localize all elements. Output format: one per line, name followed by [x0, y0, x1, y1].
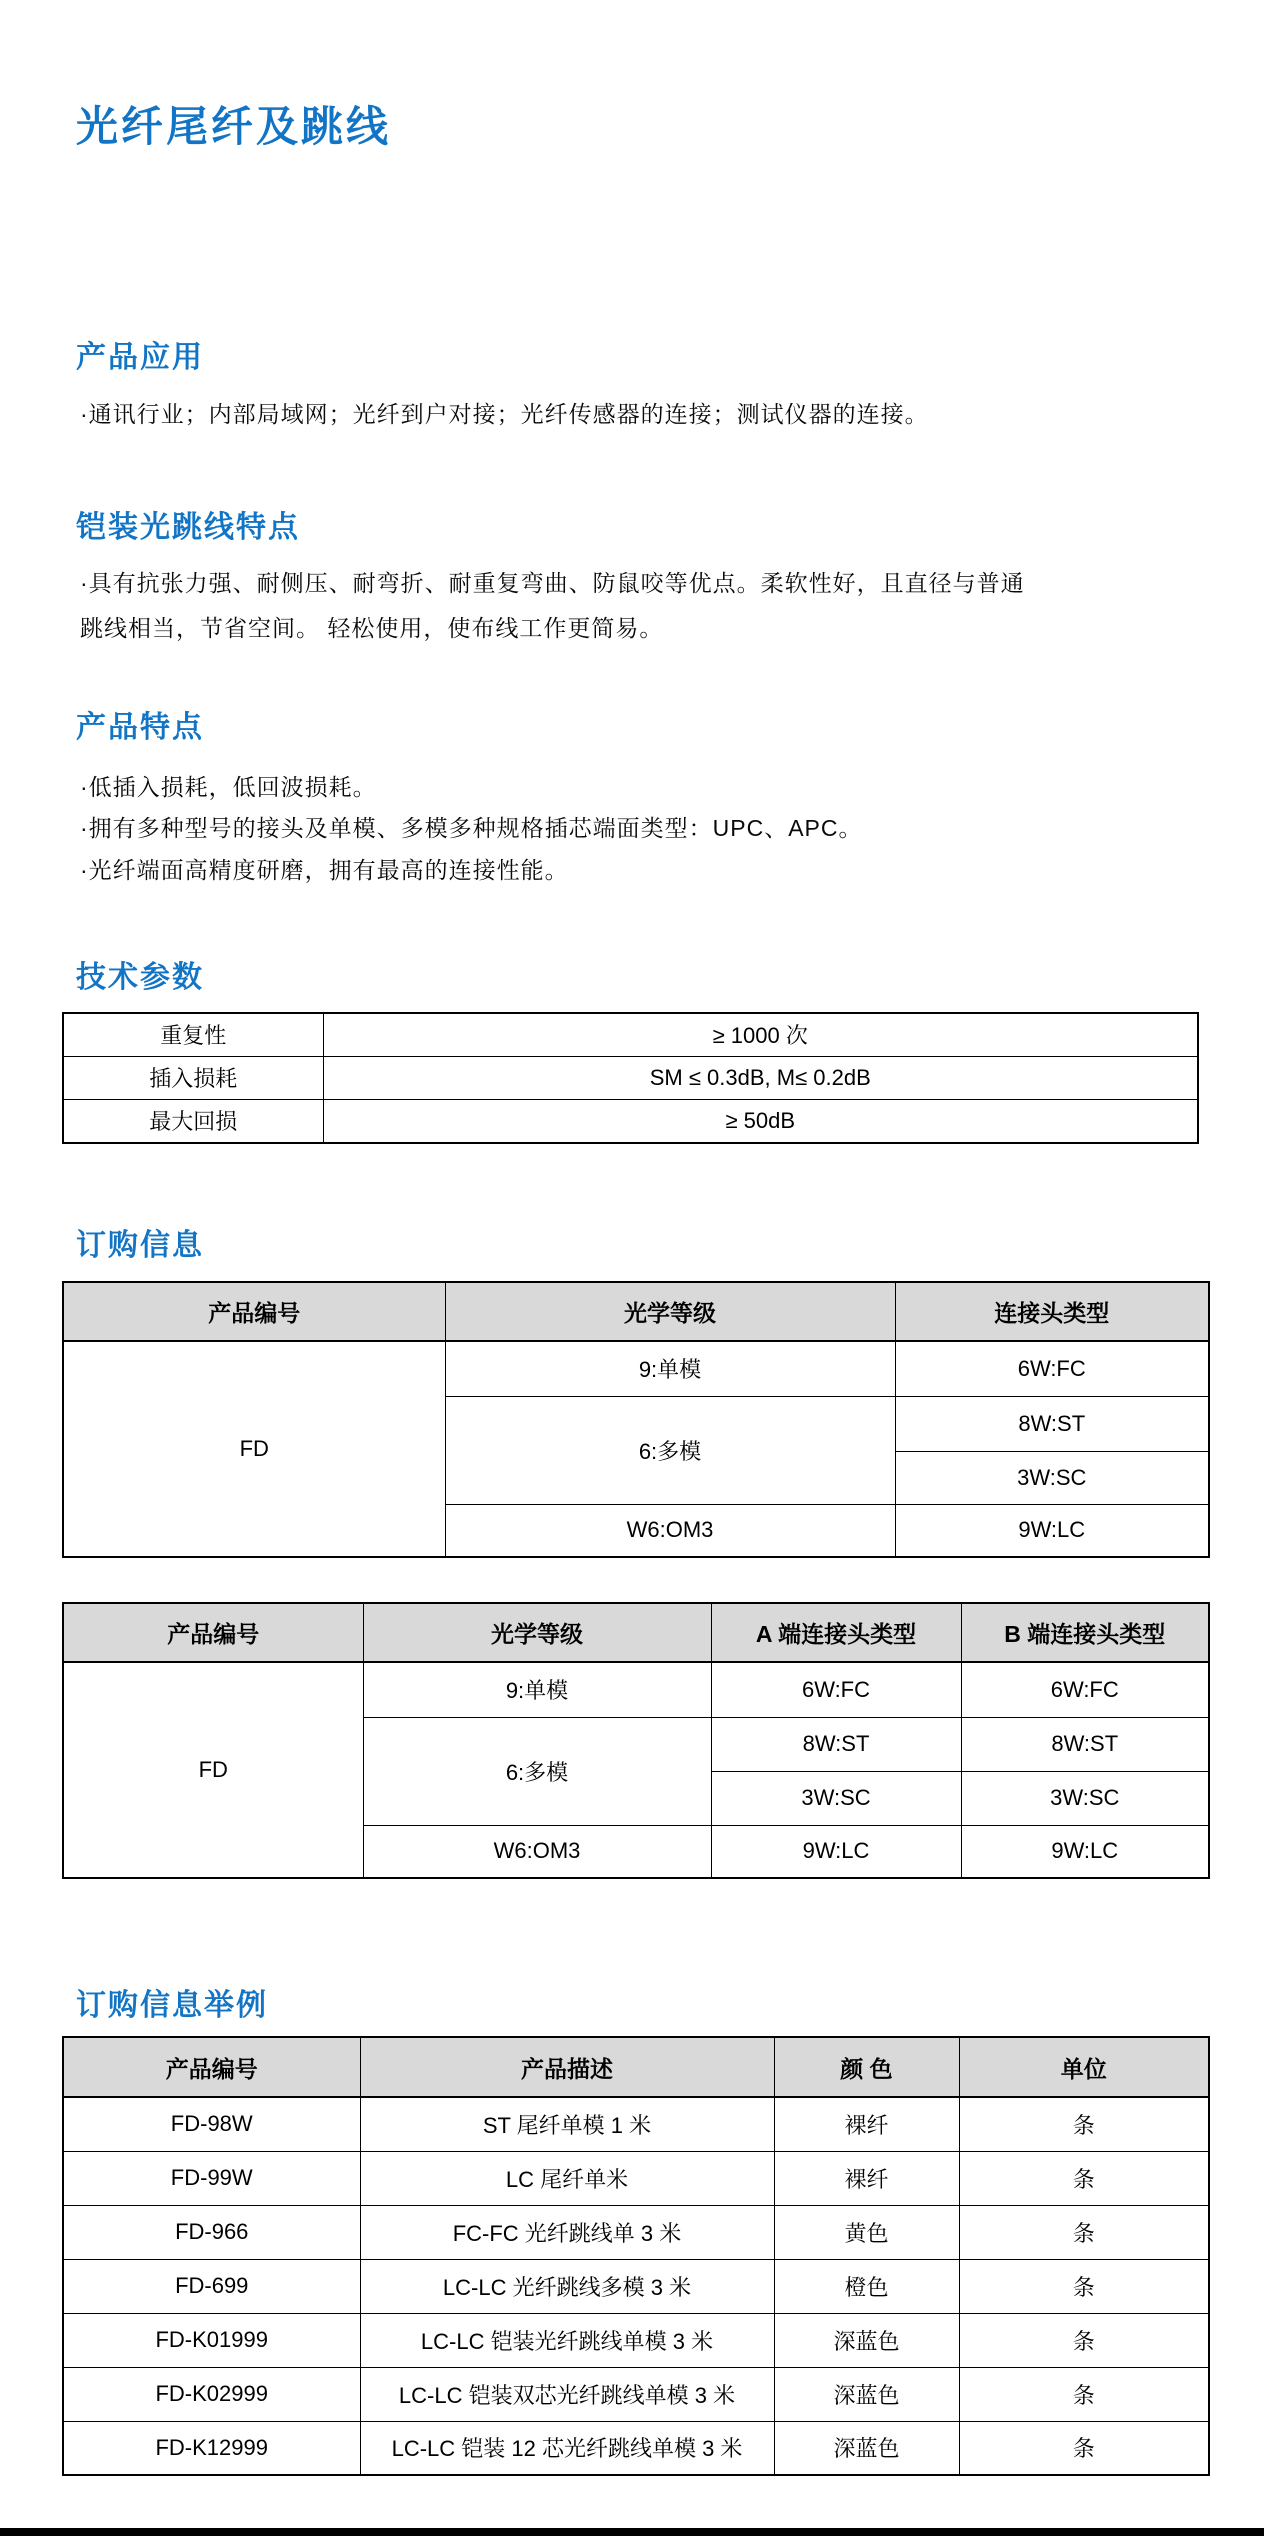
product-code-cell: FD-K12999 [63, 2421, 360, 2475]
product-description-cell: LC-LC 光纤跳线多模 3 米 [360, 2259, 774, 2313]
color-cell: 裸纤 [774, 2151, 959, 2205]
unit-cell: 条 [959, 2151, 1209, 2205]
table-row [63, 2367, 1209, 2421]
section-heading-armored-features: 铠装光跳线特点 [76, 511, 300, 544]
page-title: 光纤尾纤及跳线 [76, 103, 392, 150]
table-row [63, 2259, 1209, 2313]
color-cell: 深蓝色 [774, 2367, 959, 2421]
ordering-table-dual-end [62, 1602, 1210, 1879]
ordering-table-single-end [62, 1281, 1210, 1558]
product-code-cell: FD-98W [63, 2097, 360, 2151]
connector-type-cell: 6W:FC [895, 1341, 1209, 1396]
param-label-cell: 重复性 [63, 1013, 323, 1056]
product-description-cell: FC-FC 光纤跳线单 3 米 [360, 2205, 774, 2259]
section-heading-features: 产品特点 [76, 711, 204, 744]
connector-type-cell: 8W:ST [895, 1396, 1209, 1451]
connector-b-cell: 8W:ST [961, 1717, 1209, 1771]
table-row [63, 1341, 1209, 1396]
unit-cell: 条 [959, 2097, 1209, 2151]
table-header-row [63, 2037, 1209, 2097]
unit-cell: 条 [959, 2259, 1209, 2313]
table-header-row [63, 1282, 1209, 1341]
color-cell: 深蓝色 [774, 2313, 959, 2367]
tech-params-table [62, 1012, 1199, 1144]
param-label-cell: 最大回损 [63, 1099, 323, 1143]
ordering-examples-table [62, 2036, 1210, 2476]
column-header: B 端连接头类型 [961, 1603, 1209, 1662]
optical-grade-cell: W6:OM3 [445, 1504, 895, 1557]
unit-cell: 条 [959, 2421, 1209, 2475]
column-header: 产品编号 [63, 1603, 363, 1662]
optical-grade-cell: 9:单模 [445, 1341, 895, 1396]
table-row [63, 2205, 1209, 2259]
connector-a-cell: 8W:ST [711, 1717, 961, 1771]
column-header: 单位 [959, 2037, 1209, 2097]
optical-grade-cell: 9:单模 [363, 1662, 711, 1717]
table-row [63, 1056, 1198, 1099]
unit-cell: 条 [959, 2367, 1209, 2421]
product-code-cell: FD-K01999 [63, 2313, 360, 2367]
table-row [63, 1013, 1198, 1056]
connector-b-cell: 6W:FC [961, 1662, 1209, 1717]
color-cell: 深蓝色 [774, 2421, 959, 2475]
color-cell: 橙色 [774, 2259, 959, 2313]
column-header: 颜 色 [774, 2037, 959, 2097]
feature-bullet-1: ·低插入损耗，低回波损耗。 [80, 774, 377, 800]
table-row [63, 1099, 1198, 1143]
connector-b-cell: 9W:LC [961, 1825, 1209, 1878]
connector-type-cell: 3W:SC [895, 1451, 1209, 1504]
color-cell: 裸纤 [774, 2097, 959, 2151]
unit-cell: 条 [959, 2205, 1209, 2259]
column-header: A 端连接头类型 [711, 1603, 961, 1662]
table-row [63, 1662, 1209, 1717]
application-bullet-text: ·通讯行业；内部局域网；光纤到户对接；光纤传感器的连接；测试仪器的连接。 [80, 401, 929, 427]
product-description-cell: ST 尾纤单模 1 米 [360, 2097, 774, 2151]
table-row [63, 2313, 1209, 2367]
table-row [63, 2421, 1209, 2475]
connector-a-cell: 6W:FC [711, 1662, 961, 1717]
product-code-cell: FD-966 [63, 2205, 360, 2259]
column-header: 产品编号 [63, 2037, 360, 2097]
section-heading-ordering-examples: 订购信息举例 [76, 1989, 268, 2022]
feature-bullet-2: ·拥有多种型号的接头及单模、多模多种规格插芯端面类型：UPC、APC。 [80, 815, 863, 841]
product-code-cell: FD-99W [63, 2151, 360, 2205]
color-cell: 黄色 [774, 2205, 959, 2259]
section-heading-ordering: 订购信息 [76, 1229, 204, 1262]
armored-features-line-2: 跳线相当，节省空间。 轻松使用，使布线工作更简易。 [80, 615, 664, 641]
feature-bullet-3: ·光纤端面高精度研磨，拥有最高的连接性能。 [80, 857, 569, 883]
param-value-cell: SM ≤ 0.3dB, M≤ 0.2dB [323, 1056, 1198, 1099]
product-description-cell: LC-LC 铠装双芯光纤跳线单模 3 米 [360, 2367, 774, 2421]
column-header: 产品编号 [63, 1282, 445, 1341]
product-code-cell: FD [63, 1341, 445, 1557]
column-header: 产品描述 [360, 2037, 774, 2097]
connector-a-cell: 3W:SC [711, 1771, 961, 1825]
section-heading-tech-params: 技术参数 [76, 961, 204, 994]
column-header: 连接头类型 [895, 1282, 1209, 1341]
connector-type-cell: 9W:LC [895, 1504, 1209, 1557]
param-value-cell: ≥ 50dB [323, 1099, 1198, 1143]
product-description-cell: LC 尾纤单米 [360, 2151, 774, 2205]
column-header: 光学等级 [363, 1603, 711, 1662]
product-code-cell: FD-K02999 [63, 2367, 360, 2421]
column-header: 光学等级 [445, 1282, 895, 1341]
optical-grade-cell: 6:多模 [445, 1396, 895, 1504]
section-heading-application: 产品应用 [76, 341, 204, 374]
table-row [63, 2097, 1209, 2151]
table-header-row [63, 1603, 1209, 1662]
product-description-cell: LC-LC 铠装 12 芯光纤跳线单模 3 米 [360, 2421, 774, 2475]
optical-grade-cell: 6:多模 [363, 1717, 711, 1825]
param-label-cell: 插入损耗 [63, 1056, 323, 1099]
product-code-cell: FD-699 [63, 2259, 360, 2313]
footer-bar [0, 2528, 1264, 2536]
connector-a-cell: 9W:LC [711, 1825, 961, 1878]
unit-cell: 条 [959, 2313, 1209, 2367]
product-code-cell: FD [63, 1662, 363, 1878]
table-row [63, 2151, 1209, 2205]
param-value-cell: ≥ 1000 次 [323, 1013, 1198, 1056]
connector-b-cell: 3W:SC [961, 1771, 1209, 1825]
optical-grade-cell: W6:OM3 [363, 1825, 711, 1878]
armored-features-line-1: ·具有抗张力强、耐侧压、耐弯折、耐重复弯曲、防鼠咬等优点。柔软性好，且直径与普通 [80, 570, 1025, 596]
product-description-cell: LC-LC 铠装光纤跳线单模 3 米 [360, 2313, 774, 2367]
